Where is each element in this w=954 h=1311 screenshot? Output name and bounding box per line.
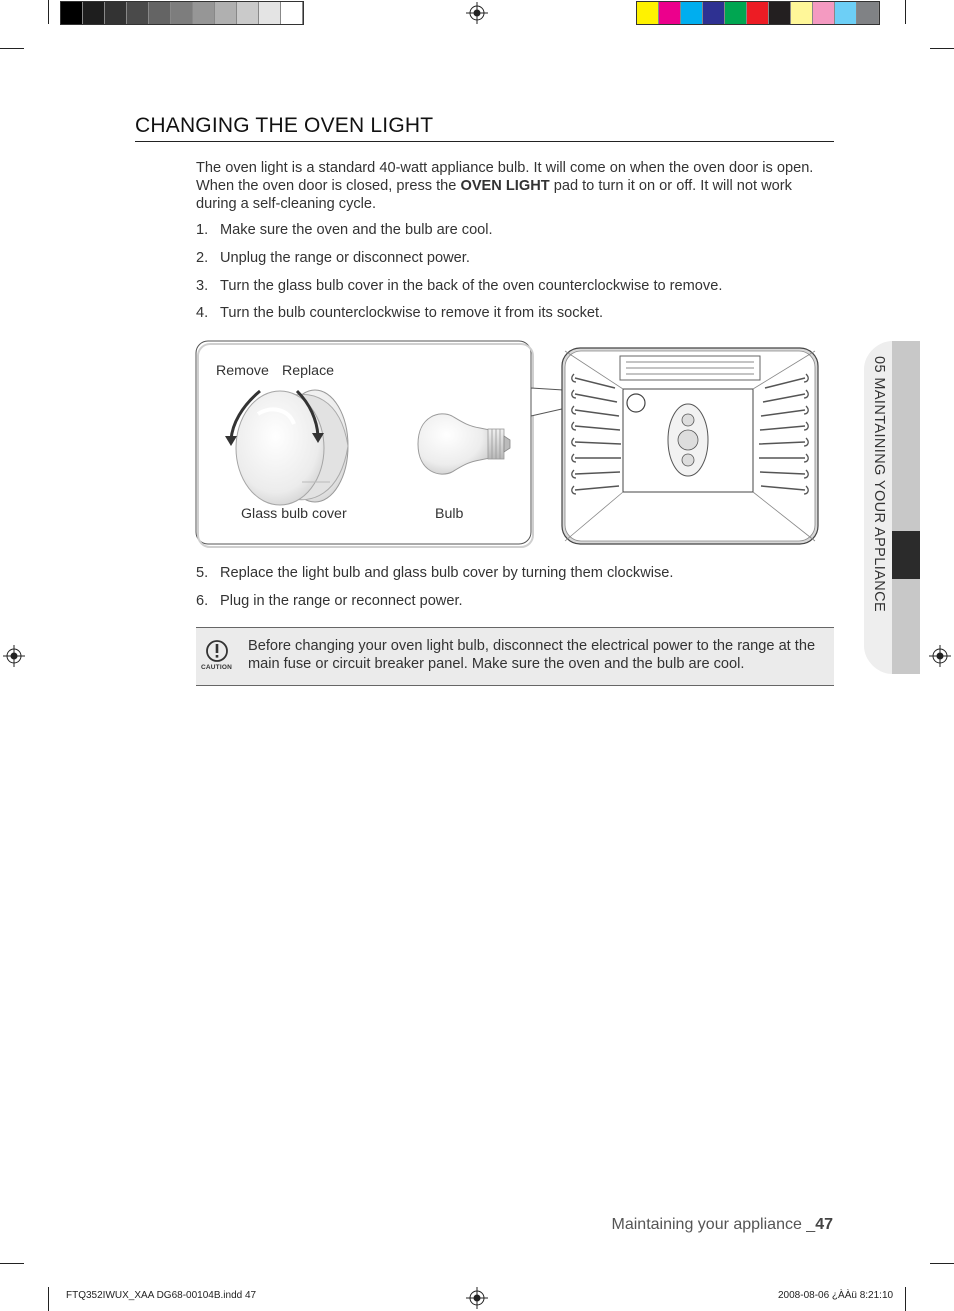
process-color-bar (636, 1, 880, 25)
list-item (196, 565, 673, 581)
gray-swatch (83, 2, 105, 24)
color-swatch (813, 2, 835, 24)
intro-text-part2: pad to turn it on or off. It will not work during a self-cleaning cycle. (196, 178, 792, 212)
remove-label: Remove (216, 363, 269, 379)
step-text: Turn the bulb counterclockwise to remove it from its socket. (220, 305, 604, 321)
crop-mark (48, 0, 49, 24)
list-item (196, 250, 470, 266)
color-swatch (637, 2, 659, 24)
gray-swatch (127, 2, 149, 24)
color-swatch (681, 2, 703, 24)
crop-mark (905, 0, 906, 24)
registration-mark-icon (929, 645, 951, 667)
step-text: Turn the glass bulb cover in the back of the oven counterclockwise to remove. (220, 278, 723, 294)
list-item (196, 278, 722, 294)
color-swatch (835, 2, 857, 24)
step-number: 5. (196, 565, 209, 581)
color-swatch (659, 2, 681, 24)
step-number: 1. (196, 222, 209, 238)
crop-mark (905, 1287, 906, 1311)
bulb-label: Bulb (435, 506, 464, 522)
glass-bulb-cover-icon (236, 390, 348, 505)
color-swatch (857, 2, 879, 24)
step-text: Plug in the range or reconnect power. (220, 593, 463, 609)
gray-swatch (171, 2, 193, 24)
caution-label: CAUTION (201, 664, 233, 671)
footer-section: Maintaining your appliance _ (611, 1216, 816, 1233)
registration-mark-icon (3, 645, 25, 667)
caution-text: Before changing your oven light bulb, disconnect the electrical power to the range at the main fuse or circuit breaker panel. Make sure the oven and the bulb are cool. (248, 638, 816, 672)
gray-swatch (215, 2, 237, 24)
step-number: 4. (196, 305, 209, 321)
step-number: 6. (196, 593, 209, 609)
print-slug-file: FTQ352IWUX_XAA DG68-00104B.indd 47 (66, 1290, 257, 1301)
crop-mark (930, 1263, 954, 1264)
caution-icon (204, 639, 230, 667)
gray-swatch (237, 2, 259, 24)
grayscale-color-bar (60, 1, 304, 25)
step-text: Unplug the range or disconnect power. (220, 250, 470, 266)
oven-cavity-icon (562, 348, 818, 544)
step-text: Make sure the oven and the bulb are cool. (220, 222, 493, 238)
gray-swatch (193, 2, 215, 24)
registration-mark-icon (466, 2, 488, 24)
replace-label: Replace (282, 363, 335, 379)
crop-mark (0, 1263, 24, 1264)
color-swatch (725, 2, 747, 24)
color-swatch (791, 2, 813, 24)
crop-mark (930, 48, 954, 49)
title-divider (135, 141, 834, 142)
color-swatch (769, 2, 791, 24)
chapter-side-label: 05 MAINTAINING YOUR APPLIANCE (871, 356, 887, 613)
registration-mark-icon (466, 1287, 488, 1309)
crop-mark (48, 1287, 49, 1311)
step-number: 2. (196, 250, 209, 266)
page-footer (612, 1216, 833, 1234)
oven-light-term: OVEN LIGHT (460, 178, 550, 194)
glass-bulb-cover-label: Glass bulb cover (241, 506, 347, 522)
list-item (196, 222, 493, 238)
list-item (196, 305, 603, 321)
color-swatch (747, 2, 769, 24)
gray-swatch (149, 2, 171, 24)
gray-swatch (259, 2, 281, 24)
intro-paragraph (196, 159, 826, 213)
intro-text-part1: The oven light is a standard 40-watt appliance bulb. It will come on when the oven door is open. When the oven door is closed, press the (196, 160, 814, 194)
step-number: 3. (196, 278, 209, 294)
page-title: CHANGING THE OVEN LIGHT (135, 114, 434, 137)
page-number: 47 (815, 1216, 833, 1233)
list-item (196, 593, 463, 609)
color-swatch (703, 2, 725, 24)
step-text: Replace the light bulb and glass bulb cover by turning them clockwise. (220, 565, 674, 581)
print-slug-date: 2008-08-06 ¿ÀÀü 8:21:10 (778, 1290, 894, 1301)
gray-swatch (281, 2, 303, 24)
crop-mark (0, 48, 24, 49)
gray-swatch (61, 2, 83, 24)
gray-swatch (105, 2, 127, 24)
caution-box (196, 627, 834, 686)
